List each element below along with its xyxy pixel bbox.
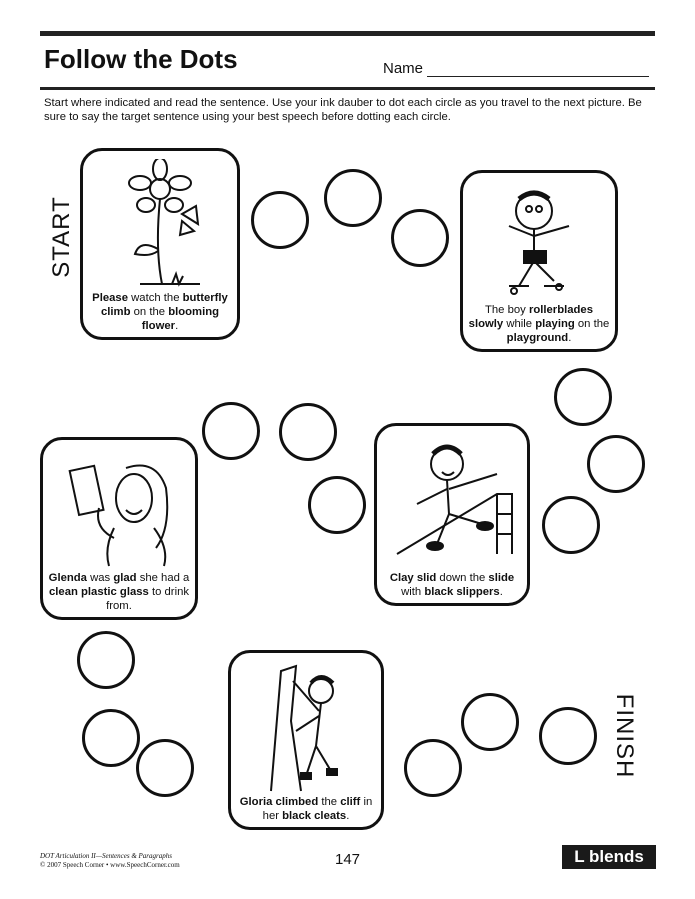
- caption-target-word: slowly: [468, 318, 504, 330]
- caption-text: with: [401, 586, 425, 598]
- caption-target-word: black slippers: [424, 586, 500, 598]
- girl-glass-picture: [54, 448, 184, 568]
- caption-target-word: butterfly: [182, 292, 228, 304]
- dot-circle[interactable]: [82, 709, 140, 767]
- book-title: DOT Articulation II—Sentences & Paragraphs: [40, 852, 172, 860]
- page-number: 147: [335, 851, 361, 868]
- dot-circle[interactable]: [587, 435, 645, 493]
- caption-text: on the: [130, 306, 169, 318]
- caption-text: on the: [574, 318, 610, 330]
- caption-target-word: glad: [113, 572, 137, 584]
- picture-card: [80, 148, 240, 340]
- boy-rollerblading-picture: [479, 181, 599, 301]
- caption-target-word: playground: [506, 332, 569, 344]
- caption-text: was: [86, 572, 114, 584]
- dot-circle[interactable]: [279, 403, 337, 461]
- dot-circle[interactable]: [324, 169, 382, 227]
- picture-card: [460, 170, 618, 352]
- caption-target-word: slide: [488, 572, 515, 584]
- card-caption: [47, 571, 191, 613]
- caption-text: in her: [262, 796, 373, 822]
- caption-text: to drink from.: [106, 586, 190, 612]
- picture-card: [40, 437, 198, 620]
- girl-climbing-picture: [251, 661, 361, 796]
- dot-circle[interactable]: [251, 191, 309, 249]
- book-credit: [40, 852, 180, 870]
- name-label: Name: [383, 60, 424, 77]
- caption-target-word: black cleats: [282, 810, 347, 822]
- category-badge: L blends: [562, 845, 656, 869]
- card-caption: [381, 571, 523, 599]
- caption-text: while: [503, 318, 536, 330]
- card-caption: [467, 303, 611, 345]
- caption-text: the: [318, 796, 341, 808]
- caption-target-word: climb: [100, 306, 131, 318]
- dot-circle[interactable]: [77, 631, 135, 689]
- caption-text: she had a: [136, 572, 190, 584]
- dot-circle[interactable]: [202, 402, 260, 460]
- picture-card: [228, 650, 384, 830]
- instructions: Start where indicated and read the sentence. Use your ink dauber to dot each circle as you travel to the next picture. Be sure to say the target sentence using your best speech before dotting each circle.: [44, 97, 642, 123]
- dot-circle[interactable]: [391, 209, 449, 267]
- boy-slide-picture: [387, 434, 517, 559]
- finish-label: FINISH: [611, 693, 638, 779]
- dot-circle[interactable]: [539, 707, 597, 765]
- dot-circle[interactable]: [554, 368, 612, 426]
- caption-text: watch the: [127, 292, 183, 304]
- caption-target-word: rollerblades: [528, 304, 593, 316]
- caption-target-word: Glenda: [48, 572, 87, 584]
- caption-target-word: cliff: [340, 796, 361, 808]
- caption-target-word: Clay slid: [389, 572, 437, 584]
- dot-circle[interactable]: [404, 739, 462, 797]
- dot-circle[interactable]: [308, 476, 366, 534]
- header-rule: [40, 87, 655, 90]
- flower-butterfly-picture: [100, 159, 220, 289]
- caption-target-word: Gloria climbed: [239, 796, 319, 808]
- caption-text: .: [568, 332, 572, 344]
- caption-target-word: Please: [92, 292, 128, 304]
- card-caption: [235, 795, 377, 823]
- caption-text: .: [175, 320, 179, 332]
- start-label: START: [48, 196, 75, 278]
- caption-text: .: [499, 586, 503, 598]
- copyright: © 2007 Speech Corner • www.SpeechCorner.com: [40, 861, 180, 869]
- dot-circle[interactable]: [461, 693, 519, 751]
- page-title: Follow the Dots: [44, 44, 238, 74]
- caption-target-word: flower: [141, 320, 176, 332]
- caption-text: The boy: [484, 304, 529, 316]
- dot-circle[interactable]: [136, 739, 194, 797]
- picture-card: [374, 423, 530, 606]
- caption-target-word: clean plastic glass: [48, 586, 149, 598]
- caption-text: .: [346, 810, 350, 822]
- top-rule: [40, 31, 655, 36]
- caption-target-word: playing: [535, 318, 575, 330]
- dot-circle[interactable]: [542, 496, 600, 554]
- caption-target-word: blooming: [168, 306, 220, 318]
- caption-text: down the: [436, 572, 489, 584]
- name-field[interactable]: [427, 76, 649, 77]
- card-caption: [87, 291, 233, 333]
